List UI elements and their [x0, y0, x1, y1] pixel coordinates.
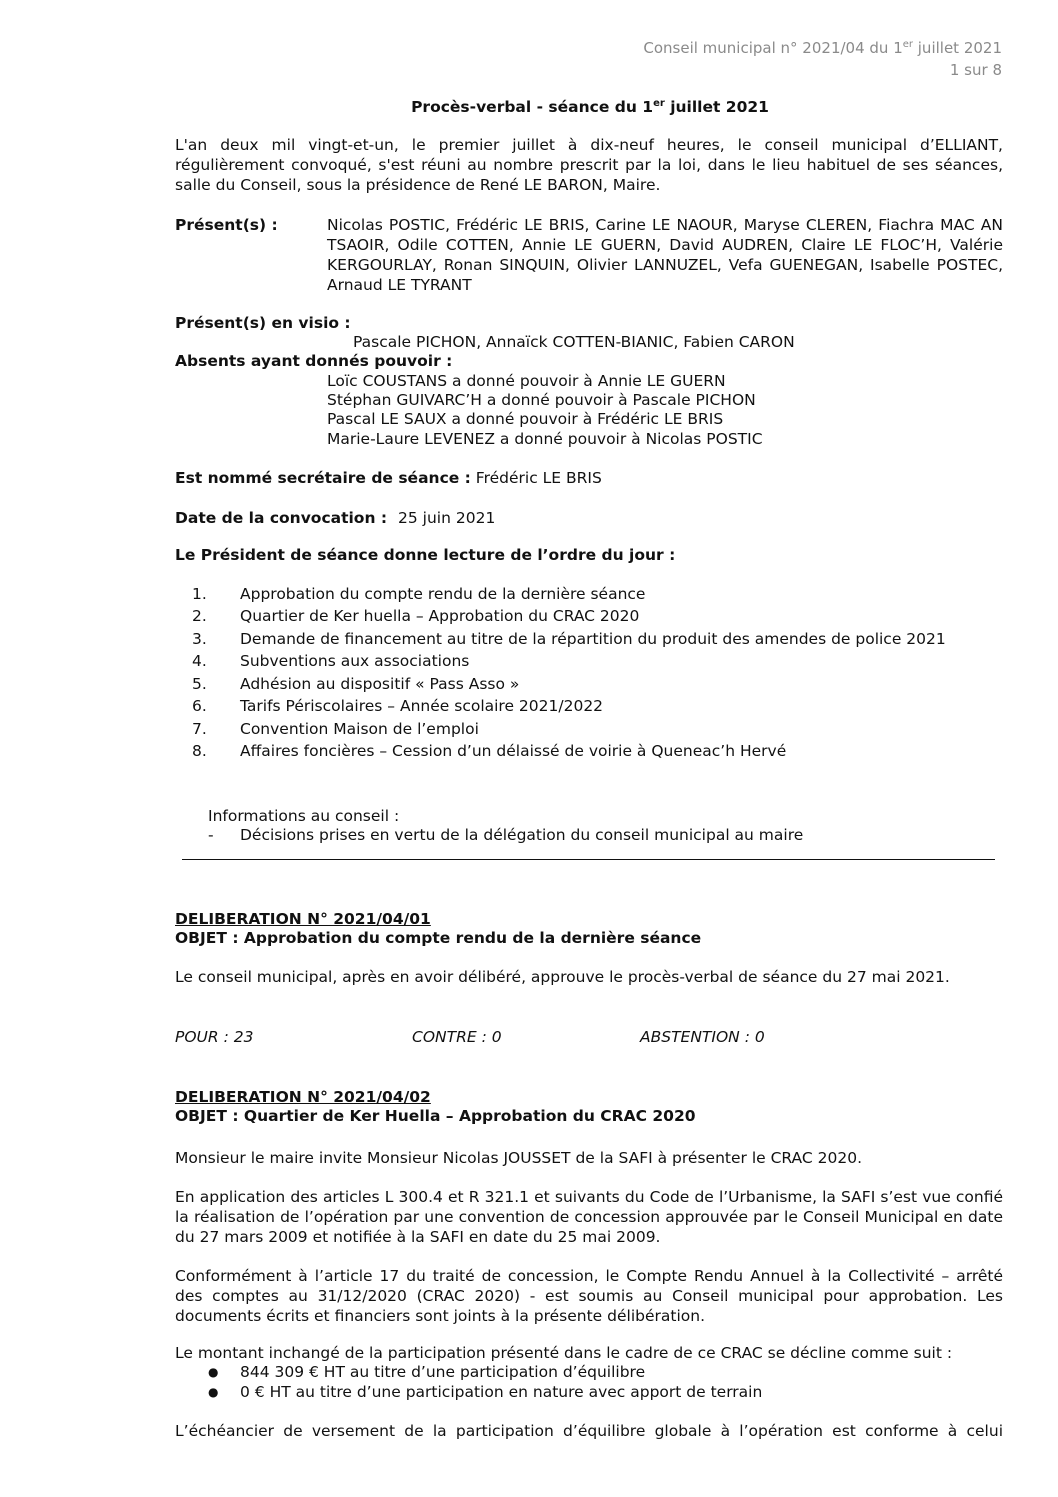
agenda-item-text: Adhésion au dispositif « Pass Asso » [240, 675, 520, 693]
header-title: Conseil municipal n° 2021/04 du 1 [643, 39, 903, 57]
agenda-item-number: 6. [192, 697, 207, 715]
document-header [643, 38, 1002, 58]
delib1-object: OBJET : Approbation du compte rendu de la dernière séance [175, 929, 702, 947]
present-label: Présent(s) : [175, 216, 278, 234]
agenda-heading: Le Président de séance donne lecture de l’ordre du jour : [175, 546, 676, 564]
absent-item: Stéphan GUIVARC’H a donné pouvoir à Pascale PICHON [327, 391, 756, 409]
bullet-icon: ● [208, 1385, 219, 1399]
delib2-paragraph: Conformément à l’article 17 du traité de concession, le Compte Rendu Annuel à la Collectivité – arrêté des comptes au 31/12/2020 (CRAC 2020) - est soumis au Conseil municipal pour approbation. Les documents écrits et financiers sont joints à la présente délibération. [175, 1267, 1003, 1325]
agenda-item-text: Quartier de Ker huella – Approbation du CRAC 2020 [240, 607, 640, 625]
list-item-text: 0 € HT au titre d’une participation en nature avec apport de terrain [240, 1383, 763, 1401]
delib2-paragraph: L’échéancier de versement de la participation d’équilibre globale à l’opération est conforme à celui [175, 1422, 1003, 1440]
delib2-number: DELIBERATION N° 2021/04/02 [175, 1088, 431, 1106]
vote-pour: POUR : 23 [175, 1028, 254, 1046]
info-item: Décisions prises en vertu de la délégation du conseil municipal au maire [240, 826, 804, 844]
delib1-number: DELIBERATION N° 2021/04/01 [175, 910, 431, 928]
delib2-paragraph: Monsieur le maire invite Monsieur Nicolas JOUSSET de la SAFI à présenter le CRAC 2020. [175, 1149, 863, 1167]
secretary-label: Est nommé secrétaire de séance : [175, 469, 471, 487]
delib2-paragraph: Le montant inchangé de la participation présenté dans le cadre de ce CRAC se décline comme suit : [175, 1344, 953, 1362]
agenda-list [0, 584, 1058, 764]
vote-abstention: ABSTENTION : 0 [640, 1028, 765, 1046]
agenda-item-number: 3. [192, 630, 207, 648]
visio-names: Pascale PICHON, Annaïck COTTEN-BIANIC, Fabien CARON [353, 333, 795, 351]
present-names: Nicolas POSTIC, Frédéric LE BRIS, Carine LE NAOUR, Maryse CLEREN, Fiachra MAC AN TSAOIR, Odile COTTEN, Annie LE GUERN, David AUDREN, Claire LE FLOC’H, Valérie KERGOURLAY, Ronan SINQUIN, Olivier LANNUZEL, Vefa GUENEGAN, Isabelle POSTEC, Arnaud LE TYRANT [327, 216, 1003, 294]
page-title [0, 97, 1058, 117]
agenda-item-text: Subventions aux associations [240, 652, 470, 670]
participation-list [0, 1362, 1058, 1402]
list-item-text: 844 309 € HT au titre d’une participation d’équilibre [240, 1363, 646, 1381]
page-title-text: Procès-verbal - séance du 1 [411, 98, 654, 116]
page-title-end: juillet 2021 [664, 98, 769, 116]
agenda-item-text: Convention Maison de l’emploi [240, 720, 479, 738]
page-number: 1 sur 8 [949, 61, 1002, 79]
delib2-object: OBJET : Quartier de Ker Huella – Approbation du CRAC 2020 [175, 1107, 696, 1125]
agenda-item-text: Approbation du compte rendu de la dernière séance [240, 585, 646, 603]
info-heading: Informations au conseil : [208, 807, 400, 825]
visio-label: Présent(s) en visio : [175, 314, 351, 332]
info-dash: - [208, 826, 214, 844]
secretary-value: Frédéric LE BRIS [470, 469, 602, 487]
header-title-sup: er [902, 39, 913, 50]
agenda-item-number: 1. [192, 585, 207, 603]
delib2-paragraph: En application des articles L 300.4 et R 321.1 et suivants du Code de l’Urbanisme, la SAFI s’est vue confié la réalisation de l’opération par une convention de concession approuvée par le Conseil Municipal en date du 27 mars 2009 et notifiée à la SAFI en date du 25 mai 2009. [175, 1188, 1003, 1246]
delib1-text: Le conseil municipal, après en avoir délibéré, approuve le procès-verbal de séance du 27 mai 2021. [175, 968, 950, 986]
agenda-item-number: 5. [192, 675, 207, 693]
convocation-line [175, 508, 495, 528]
convocation-label: Date de la convocation : [175, 509, 388, 527]
vote-contre: CONTRE : 0 [412, 1028, 502, 1046]
agenda-item-number: 8. [192, 742, 207, 760]
agenda-item-text: Tarifs Périscolaires – Année scolaire 2021/2022 [240, 697, 604, 715]
agenda-item-number: 7. [192, 720, 207, 738]
header-title-end: juillet 2021 [913, 39, 1002, 57]
absent-item: Loïc COUSTANS a donné pouvoir à Annie LE GUERN [327, 372, 726, 390]
intro-paragraph: L'an deux mil vingt-et-un, le premier juillet à dix-neuf heures, le conseil municipal d’ELLIANT, régulièrement convoqué, s'est réuni au nombre prescrit par la loi, dans le lieu habituel de ses séances, salle du Conseil, sous la présidence de René LE BARON, Maire. [175, 136, 1003, 194]
bullet-icon: ● [208, 1365, 219, 1379]
absent-item: Pascal LE SAUX a donné pouvoir à Frédéric LE BRIS [327, 410, 724, 428]
absent-item: Marie-Laure LEVENEZ a donné pouvoir à Nicolas POSTIC [327, 430, 763, 448]
secretary-line [175, 468, 602, 488]
section-divider [182, 859, 995, 860]
page-title-sup: er [653, 97, 665, 109]
agenda-item-text: Affaires foncières – Cession d’un délaissé de voirie à Queneac’h Hervé [240, 742, 787, 760]
agenda-item-number: 2. [192, 607, 207, 625]
agenda-item-text: Demande de financement au titre de la répartition du produit des amendes de police 2021 [240, 630, 946, 648]
agenda-item-number: 4. [192, 652, 207, 670]
absents-label: Absents ayant donnés pouvoir : [175, 352, 453, 370]
convocation-value: 25 juin 2021 [398, 509, 496, 527]
